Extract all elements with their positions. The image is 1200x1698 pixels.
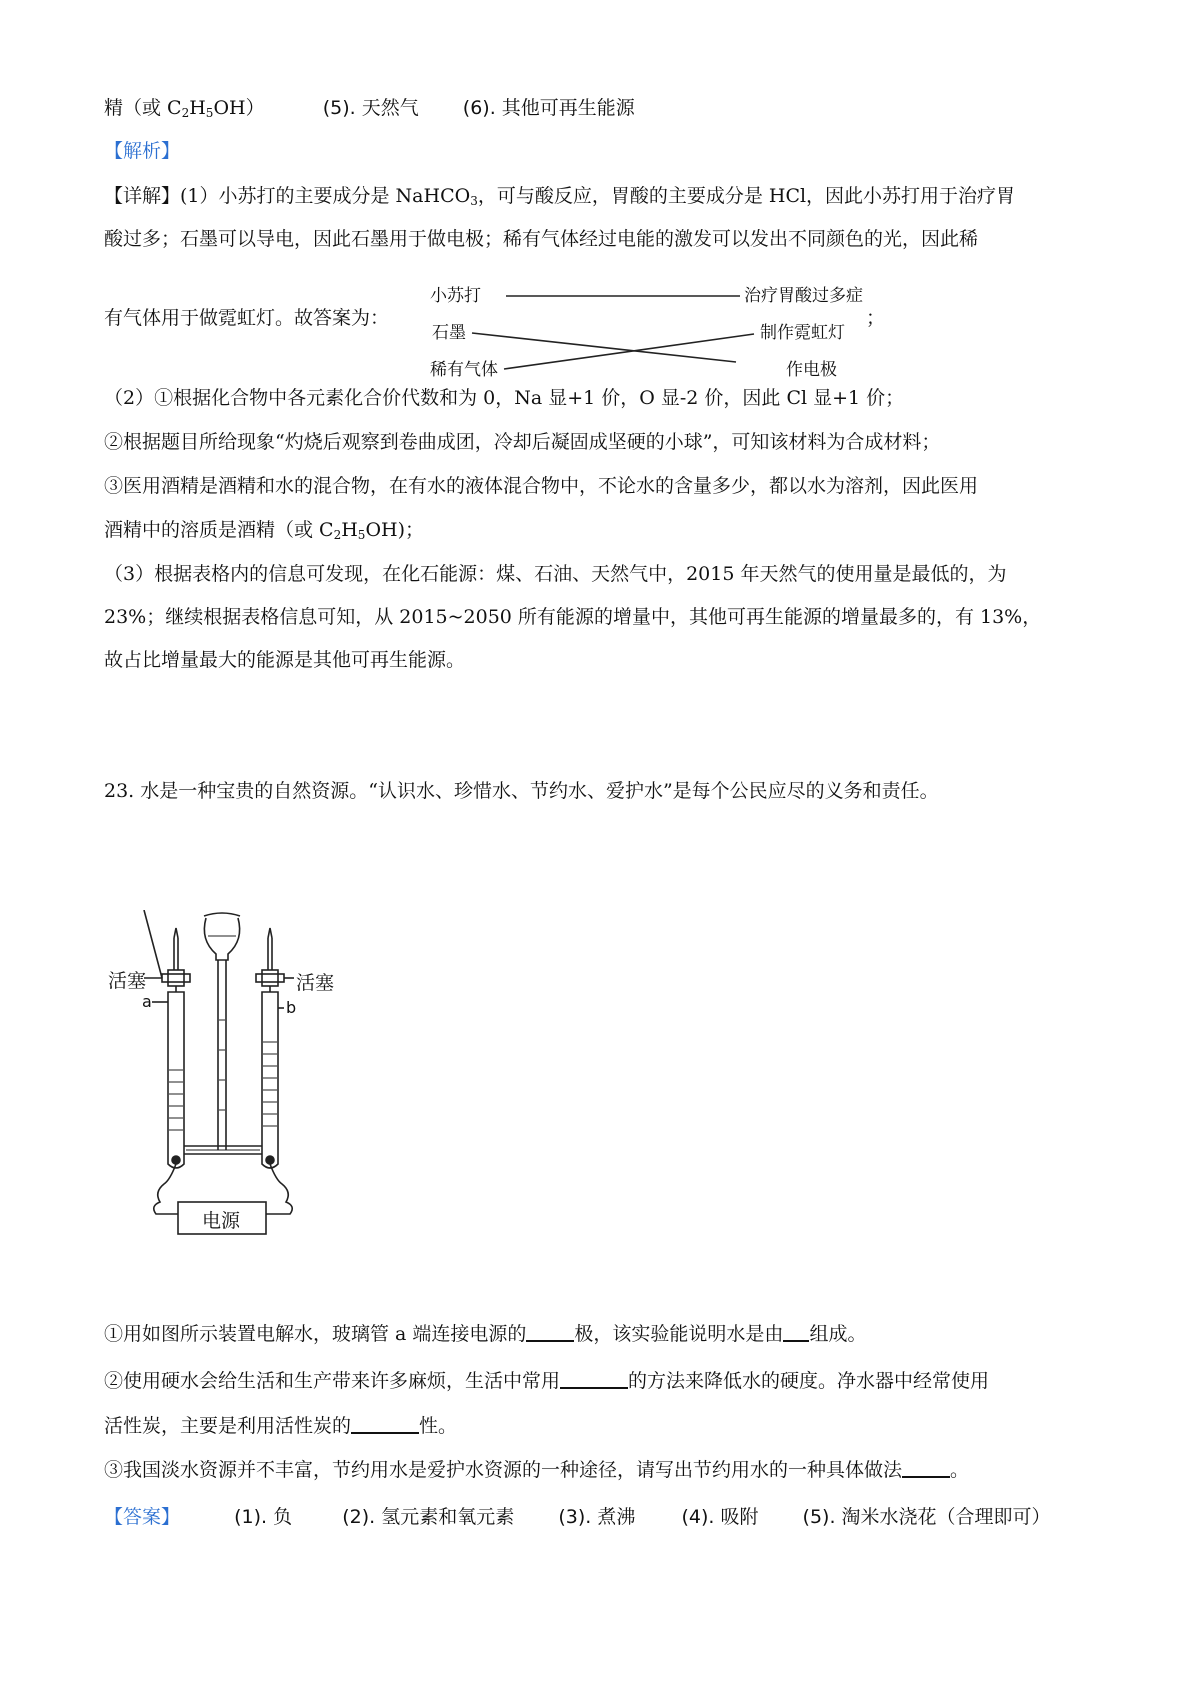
blank-1[interactable] <box>526 1322 574 1342</box>
detail-line-3 <box>104 306 389 330</box>
match-right-electrode: 作电极 <box>786 360 837 380</box>
text: 性。 <box>419 1415 458 1437</box>
match-right-neon: 制作霓虹灯 <box>760 323 845 343</box>
text: ①用如图所示装置电解水，玻璃管 a 端连接电源的 <box>104 1323 527 1345</box>
answer-4-number: (4). <box>681 1506 715 1528</box>
answer-line <box>104 1505 1051 1529</box>
detail-line-2: 酸过多；石墨可以导电，因此石墨用于做电极；稀有气体经过电能的激发可以发出不同颜色的光，因此稀 <box>104 228 979 250</box>
answer-5-number: (5). <box>322 97 356 119</box>
text: 极，该实验能说明水是由 <box>574 1323 784 1345</box>
blank-3[interactable] <box>560 1369 628 1389</box>
matching-diagram <box>424 280 914 400</box>
detail-p3: ②根据题目所给现象“灼烧后观察到卷曲成团，冷却后凝固成坚硬的小球”，可知该材料为合成材料； <box>104 431 941 453</box>
previous-answer-line <box>104 96 635 120</box>
power-supply-label: 电源 <box>202 1210 241 1232</box>
question-23-stem: 23. 水是一种宝贵的自然资源。“认识水、珍惜水、节约水、爱护水”是每个公民应尽的义务和责任。 <box>104 780 939 802</box>
question-23-part-2-line-1 <box>104 1369 989 1393</box>
text: ③我国淡水资源并不丰富，节约用水是爱护水资源的一种途径，请写出节约用水的一种具体做法 <box>104 1459 903 1481</box>
match-left-graphite: 石墨 <box>432 323 466 343</box>
text: 【详解】(1）小苏打的主要成分是 NaHCO <box>104 185 471 207</box>
apparatus-drawing <box>110 910 390 1250</box>
text: 酒精中的溶质是酒精（或 C <box>104 519 334 541</box>
detail-p4-line2 <box>104 518 424 542</box>
detail-p2: （2）①根据化合物中各元素化合价代数和为 0，Na 显+1 价，O 显-2 价，因此 Cl 显+1 价； <box>104 387 905 409</box>
valve-left-label: 活塞 <box>108 970 147 992</box>
formula-part: OH） <box>213 97 265 119</box>
detail-p4-line1: ③医用酒精是酒精和水的混合物，在有水的液体混合物中，不论水的含量多少，都以水为溶剂，因此医用 <box>104 475 979 497</box>
formula-part: H <box>189 97 206 119</box>
electrolysis-apparatus-figure <box>110 910 390 1250</box>
detail-p5-line2: 23%；继续根据表格信息可知，从 2015~2050 所有能源的增量中，其他可再生能源的增量最多的，有 13%， <box>104 606 1042 628</box>
blank-2[interactable] <box>783 1322 809 1342</box>
text: 。 <box>950 1459 970 1481</box>
answer-5-text: 淘米水浇花（合理即可） <box>841 1506 1051 1528</box>
text: 有气体用于做霓虹灯。故答案为： <box>104 307 390 329</box>
question-23-part-1 <box>104 1322 866 1346</box>
answer-5-number: (5). <box>802 1506 836 1528</box>
subscript: 3 <box>470 194 478 208</box>
subscript: 5 <box>357 528 366 542</box>
answer-1-text: 负 <box>273 1506 293 1528</box>
answer-4-text: 精（或 C <box>104 97 182 119</box>
match-left-noble-gas: 稀有气体 <box>430 360 498 380</box>
text: ②使用硬水会给生活和生产带来许多麻烦，生活中常用 <box>104 1370 561 1392</box>
text: 的方法来降低水的硬度。净水器中经常使用 <box>628 1370 990 1392</box>
subscript: 2 <box>333 528 342 542</box>
answer-3-number: (3). <box>558 1506 592 1528</box>
question-23-part-3 <box>104 1458 969 1482</box>
detail-line-1 <box>104 184 1015 208</box>
analysis-label: 【解析】 <box>104 140 181 162</box>
answer-6-number: (6). <box>462 97 496 119</box>
subscript: 2 <box>181 106 190 120</box>
tube-a-label: a <box>142 992 152 1011</box>
valve-right-label: 活塞 <box>296 972 335 994</box>
text: OH)； <box>365 519 424 541</box>
answer-label: 【答案】 <box>104 1506 181 1528</box>
text: 组成。 <box>809 1323 867 1345</box>
text: ，可与酸反应，胃酸的主要成分是 HCl，因此小苏打用于治疗胃 <box>477 185 1016 207</box>
answer-5-text: 天然气 <box>361 97 419 119</box>
blank-5[interactable] <box>902 1458 950 1478</box>
formula-part: H <box>341 519 358 541</box>
detail-p5-line1: （3）根据表格内的信息可发现，在化石能源：煤、石油、天然气中，2015 年天然气的使用量是最低的，为 <box>104 563 1007 585</box>
question-23-part-2-line-2 <box>104 1414 457 1438</box>
tube-b-label: b <box>286 998 297 1017</box>
detail-p5-line3: 故占比增量最大的能源是其他可再生能源。 <box>104 649 466 671</box>
answer-3-text: 煮沸 <box>597 1506 636 1528</box>
text: 活性炭，主要是利用活性炭的 <box>104 1415 352 1437</box>
match-right-gastric: 治疗胃酸过多症 <box>744 286 863 306</box>
blank-4[interactable] <box>351 1414 419 1434</box>
answer-2-text: 氢元素和氧元素 <box>381 1506 515 1528</box>
subscript: 5 <box>205 106 214 120</box>
detail-line-3-end: ； <box>866 307 886 329</box>
answer-6-text: 其他可再生能源 <box>501 97 635 119</box>
answer-2-number: (2). <box>342 1506 376 1528</box>
answer-1-number: (1). <box>234 1506 268 1528</box>
answer-4-text: 吸附 <box>720 1506 759 1528</box>
match-left-baking-soda: 小苏打 <box>430 286 481 306</box>
